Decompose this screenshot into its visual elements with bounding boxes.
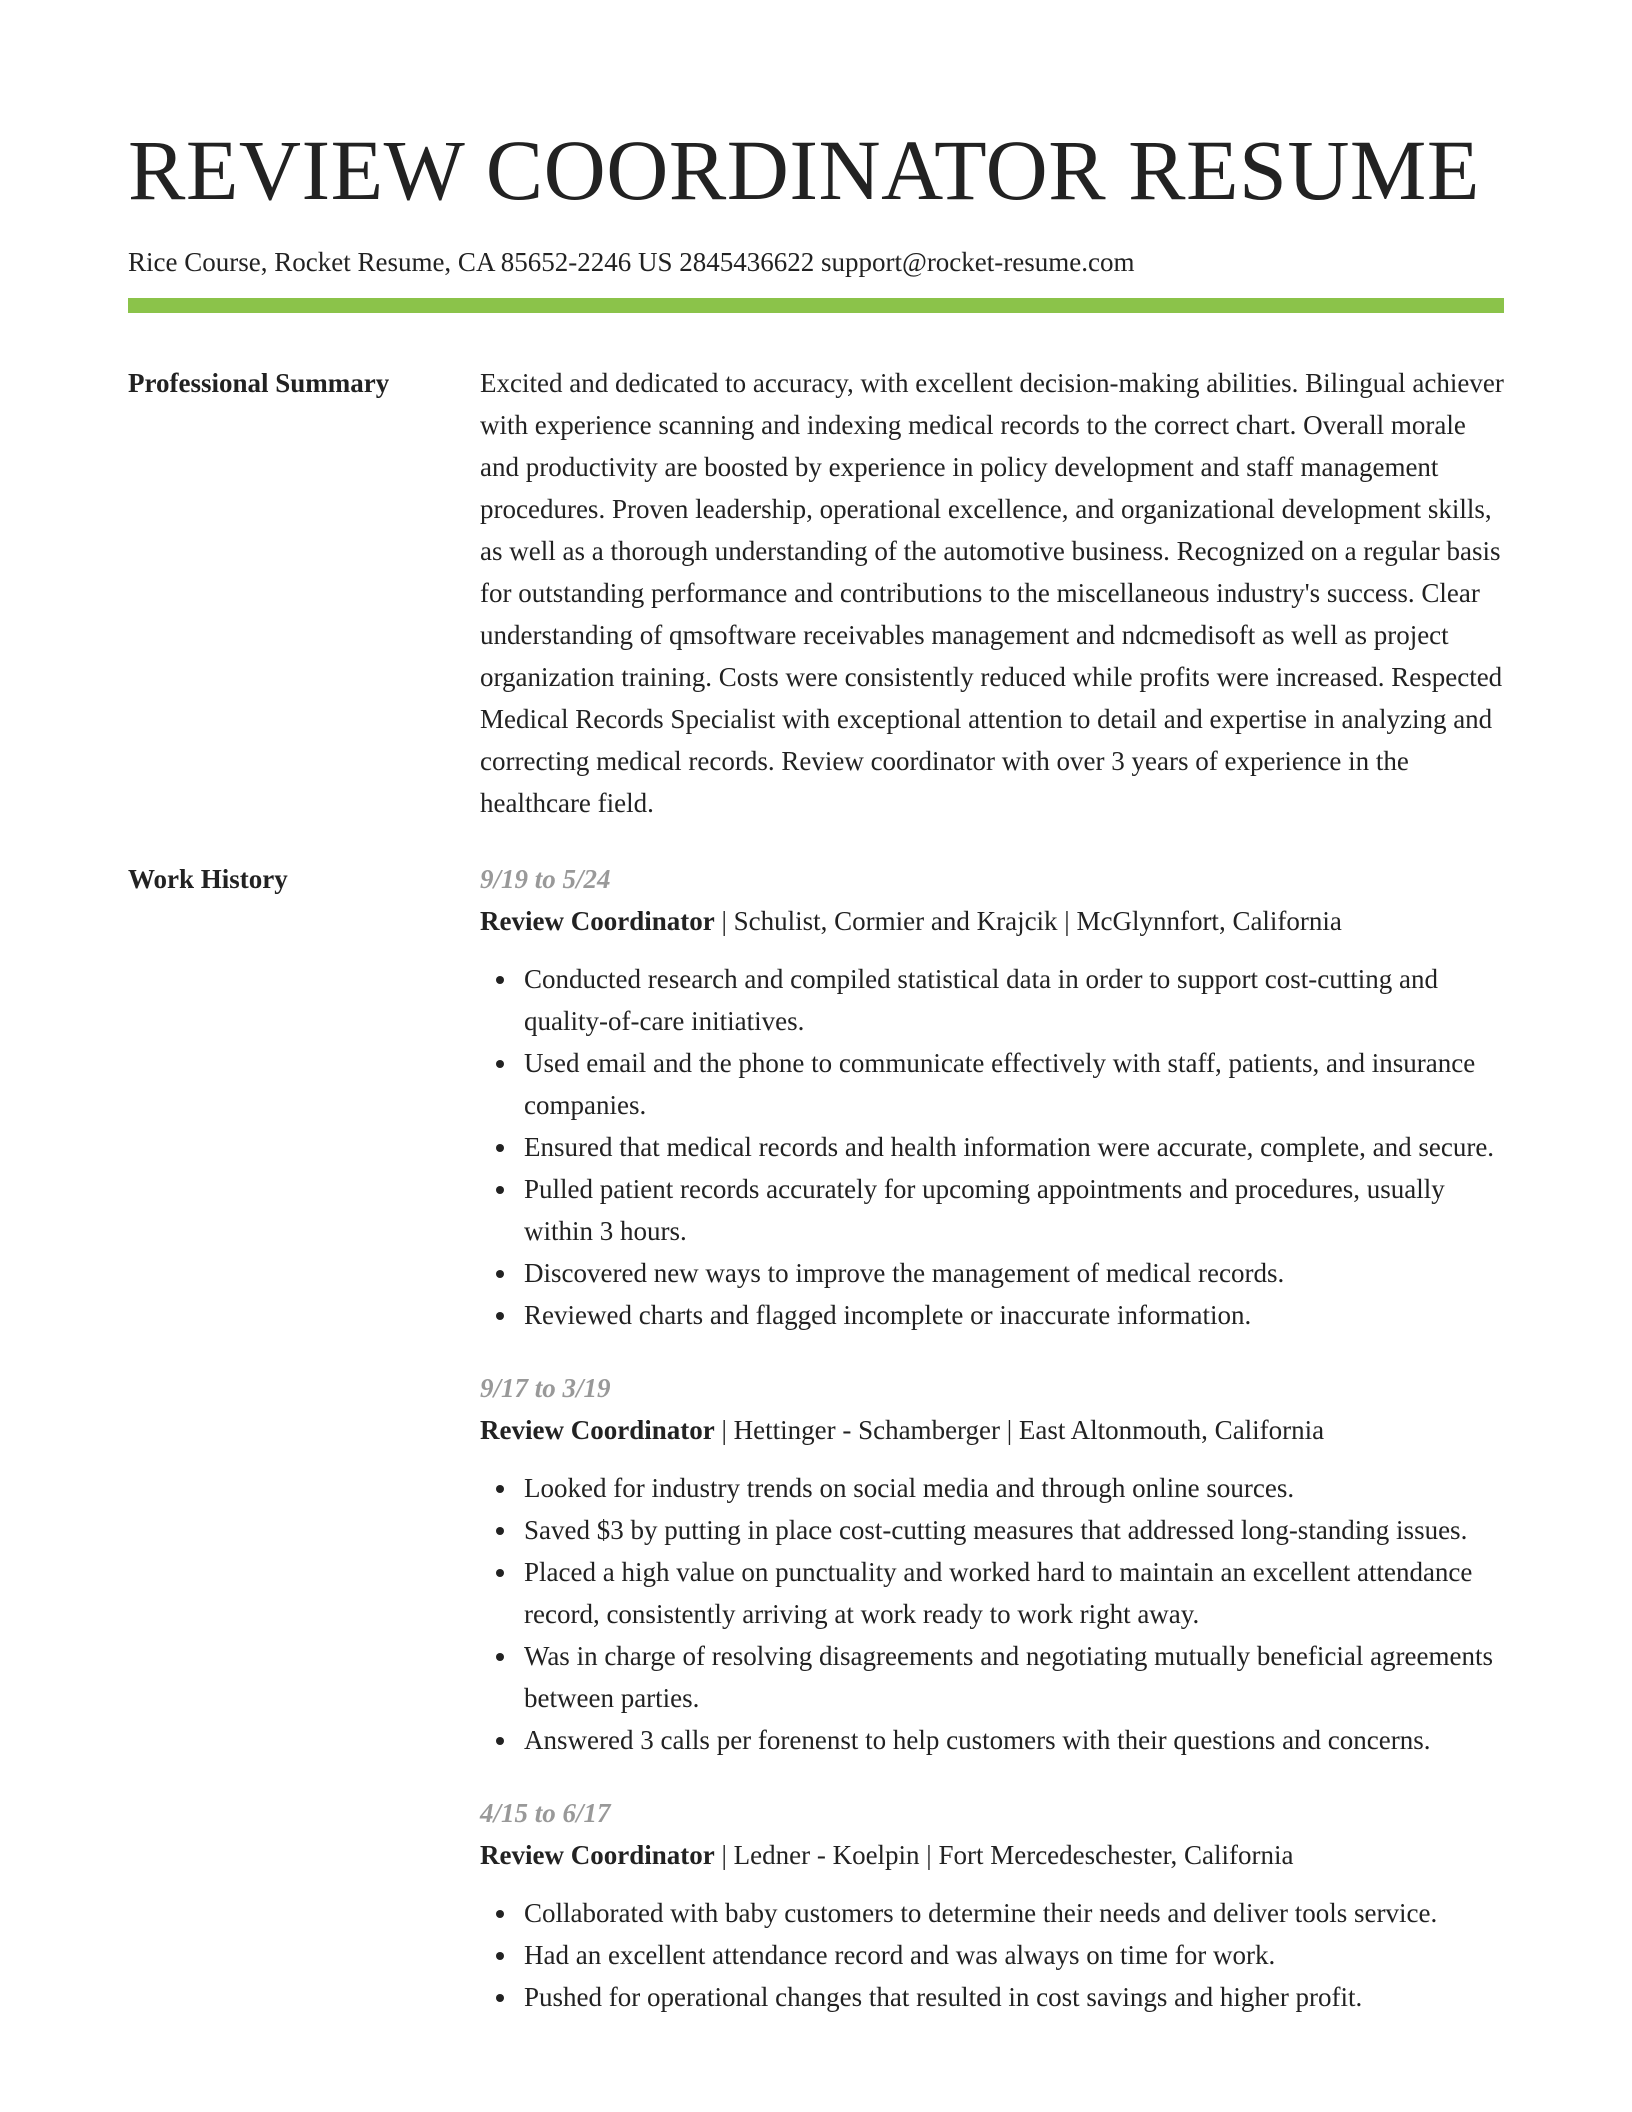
job-entry	[480, 858, 1504, 1336]
job-employer-location: | Schulist, Cormier and Krajcik | McGlynnfort, California	[714, 906, 1342, 936]
job-bullet-item: Saved $3 by putting in place cost-cutting measures that addressed long-standing issues.	[480, 1509, 1504, 1551]
job-title: Review Coordinator	[480, 1415, 715, 1445]
contact-line: Rice Course, Rocket Resume, CA 85652-2246 US 2845436622 support@rocket-resume.com	[128, 247, 1135, 277]
job-employer-location: | Hettinger - Schamberger | East Altonmouth, California	[714, 1415, 1325, 1445]
job-bullet-list	[480, 958, 1504, 1336]
job-dates: 9/19 to 5/24	[480, 864, 611, 894]
job-bullet-item: Collaborated with baby customers to determine their needs and deliver tools service.	[480, 1892, 1504, 1934]
accent-divider	[128, 298, 1504, 313]
professional-summary-section	[128, 362, 1504, 824]
job-bullet-item: Placed a high value on punctuality and worked hard to maintain an excellent attendance record, consistently arriving at work ready to work right away.	[480, 1551, 1504, 1635]
job-title-line	[480, 900, 1504, 942]
professional-summary-text: Excited and dedicated to accuracy, with excellent decision-making abilities. Bilingual achiever with experience scanning and indexing medical records to the correct chart. Overall morale and productivity are boosted by experience in policy development and staff management procedures. Proven leadership, operational excellence, and organizational development skills, as well as a thorough understanding of the automotive business. Recognized on a regular basis for outstanding performance and contributions to the miscellaneous industry's success. Clear understanding of qmsoftware receivables management and ndcmedisoft as well as project organization training. Costs were consistently reduced while profits were increased. Respected Medical Records Specialist with exceptional attention to detail and expertise in analyzing and correcting medical records. Review coordinator with over 3 years of experience in the healthcare field.	[480, 368, 1504, 818]
job-bullet-item: Pushed for operational changes that resulted in cost savings and higher profit.	[480, 1976, 1504, 2018]
job-entry	[480, 1367, 1504, 1761]
job-bullet-item: Ensured that medical records and health information were accurate, complete, and secure.	[480, 1126, 1504, 1168]
job-bullet-item: Pulled patient records accurately for upcoming appointments and procedures, usually within 3 hours.	[480, 1168, 1504, 1252]
resume-page	[128, 0, 1504, 2049]
job-title-line	[480, 1834, 1504, 1876]
job-dates: 9/17 to 3/19	[480, 1373, 611, 1403]
job-title: Review Coordinator	[480, 1840, 715, 1870]
job-title-line	[480, 1409, 1504, 1451]
job-bullet-item: Discovered new ways to improve the management of medical records.	[480, 1252, 1504, 1294]
job-bullet-list	[480, 1892, 1504, 2018]
job-bullet-item: Reviewed charts and flagged incomplete or inaccurate information.	[480, 1294, 1504, 1336]
job-bullet-item: Used email and the phone to communicate effectively with staff, patients, and insurance companies.	[480, 1042, 1504, 1126]
job-dates: 4/15 to 6/17	[480, 1798, 611, 1828]
professional-summary-heading: Professional Summary	[128, 368, 390, 398]
job-bullet-item: Had an excellent attendance record and was always on time for work.	[480, 1934, 1504, 1976]
job-employer-location: | Ledner - Koelpin | Fort Mercedeschester, California	[714, 1840, 1294, 1870]
job-bullet-list	[480, 1467, 1504, 1761]
work-history-list	[480, 858, 1504, 2049]
resume-title: REVIEW COORDINATOR RESUME	[128, 122, 1480, 218]
job-bullet-item: Looked for industry trends on social media and through online sources.	[480, 1467, 1504, 1509]
job-bullet-item: Conducted research and compiled statistical data in order to support cost-cutting and quality-of-care initiatives.	[480, 958, 1504, 1042]
work-history-heading: Work History	[128, 864, 288, 894]
job-title: Review Coordinator	[480, 906, 715, 936]
work-history-section	[128, 858, 1504, 2049]
job-bullet-item: Answered 3 calls per forenenst to help customers with their questions and concerns.	[480, 1719, 1504, 1761]
job-bullet-item: Was in charge of resolving disagreements and negotiating mutually beneficial agreements between parties.	[480, 1635, 1504, 1719]
job-entry	[480, 1792, 1504, 2018]
